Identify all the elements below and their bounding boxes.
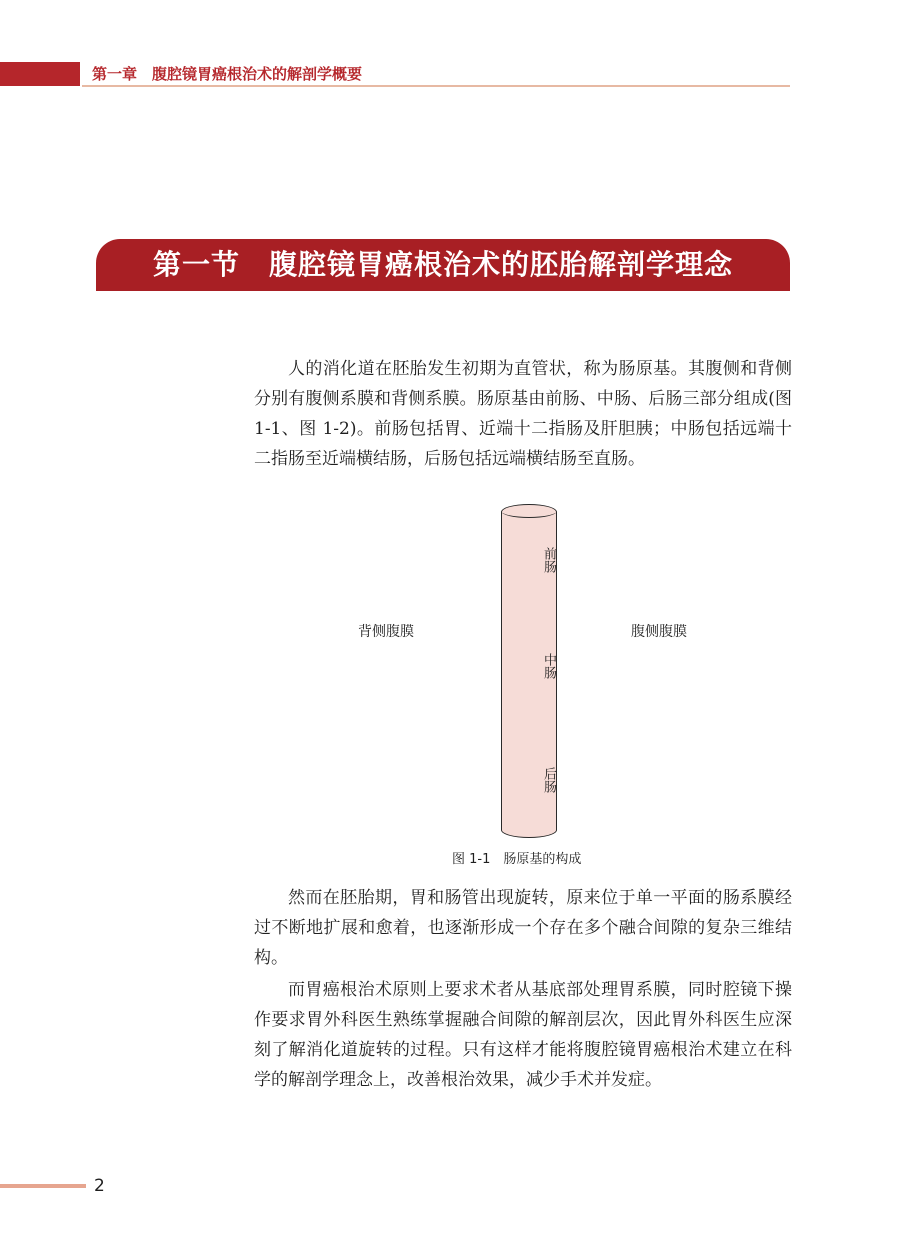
body-paragraph-1: 人的消化道在胚胎发生初期为直管状，称为肠原基。其腹侧和背侧分别有腹侧系膜和背侧系膜。肠原基由前肠、中肠、后肠三部分组成(图 1-1、图 1-2)。前肠包括胃、近端十二指肠及肝胆胰；中肠包括远端十二指肠至近端横结肠，后肠包括远端横结肠至直肠。 [254, 359, 792, 469]
body-paragraph-3: 而胃癌根治术原则上要求术者从基底部处理胃系膜，同时腔镜下操作要求胃外科医生熟练掌握融合间隙的解剖层次，因此胃外科医生应深刻了解消化道旋转的过程。只有这样才能将腹腔镜胃癌根治术建立在科学的解剖学理念上，改善根治效果，减少手术并发症。 [254, 980, 792, 1090]
ventral-peritoneum-label: 腹侧腹膜 [631, 624, 687, 640]
footer-rule [0, 1184, 86, 1188]
hindgut-label: 后肠 [541, 767, 556, 793]
section-title: 第一节 腹腔镜胃癌根治术的胚胎解剖学理念 [152, 248, 733, 281]
page-number: 2 [94, 1176, 105, 1196]
gut-tube-diagram [501, 504, 557, 838]
midgut-label: 中肠 [541, 653, 556, 679]
tube-top-ellipse [501, 504, 557, 518]
header-rule [82, 85, 790, 87]
body-paragraph-2: 然而在胚胎期，胃和肠管出现旋转，原来位于单一平面的肠系膜经过不断地扩展和愈着，也逐渐形成一个存在多个融合间隙的复杂三维结构。 [254, 888, 792, 968]
chapter-title: 第一章 腹腔镜胃癌根治术的解剖学概要 [92, 65, 363, 83]
foregut-label: 前肠 [541, 547, 556, 573]
figure-caption: 图 1-1 肠原基的构成 [452, 852, 582, 867]
header-accent-bar [0, 62, 80, 86]
dorsal-peritoneum-label: 背侧腹膜 [358, 624, 414, 640]
section-banner [96, 239, 790, 291]
